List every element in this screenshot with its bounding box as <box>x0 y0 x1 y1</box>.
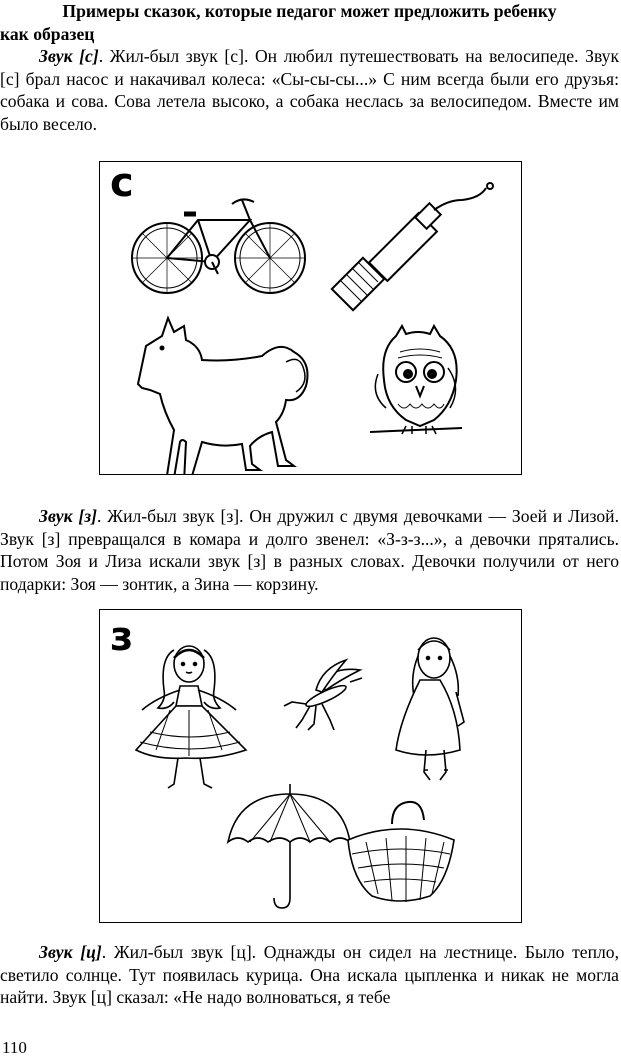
story-z-label: Звук [з] <box>39 506 98 526</box>
figure-s-letter: с <box>110 160 134 206</box>
story-s-text: . Жил-был звук [с]. Он любил путешествовать на велосипеде. Звук [с] брал насос и накачивал колеса: «Сы-сы-сы...» С ним всегда были его друзья: собака и сова. Сова летела высоко, а собака неслась за велосипедом. Вместе им было весело. <box>0 46 620 134</box>
section-heading <box>0 0 619 45</box>
figure-s <box>99 161 522 475</box>
mosquito-illustration <box>284 660 362 730</box>
girl-with-pigtails-illustration <box>396 638 464 780</box>
story-s-label: Звук [с] <box>39 46 99 66</box>
heading-line-2: как образец <box>0 23 95 44</box>
page-number: 110 <box>2 1038 27 1057</box>
story-z-text: . Жил-был звук [з]. Он дружил с двумя девочками — Зоей и Лизой. Звук [з] превращался в комара и долго звенел: «З-з-з...», а девочки прятались. Потом Зоя и Лиза искали звук [з] в разных словах. Девочки получили от него подарки: Зоя — зонтик, а Зина — корзину. <box>0 506 619 594</box>
basket-illustration <box>348 802 454 902</box>
story-s-paragraph <box>0 45 619 135</box>
pump-illustration <box>332 183 493 310</box>
story-z-paragraph <box>0 505 619 595</box>
figure-z-letter: з <box>110 614 134 660</box>
dog-illustration <box>138 318 308 474</box>
heading-line-1: Примеры сказок, которые педагог может предложить ребенку <box>62 1 557 21</box>
bicycle-illustration <box>132 199 305 293</box>
girl-in-dress-illustration <box>136 646 246 788</box>
figure-z <box>99 609 522 923</box>
umbrella-illustration <box>228 784 350 908</box>
story-ts-text: . Жил-был звук [ц]. Однажды он сидел на лестнице. Было тепло, светило солнце. Тут появилась курица. Она искала цыпленка и никак не могла найти. Звук [ц] сказал: «Не надо волноваться, я тебе <box>0 942 619 1008</box>
owl-illustration <box>370 326 462 434</box>
story-ts-paragraph <box>0 941 619 1009</box>
story-ts-label: Звук [ц] <box>39 942 102 962</box>
